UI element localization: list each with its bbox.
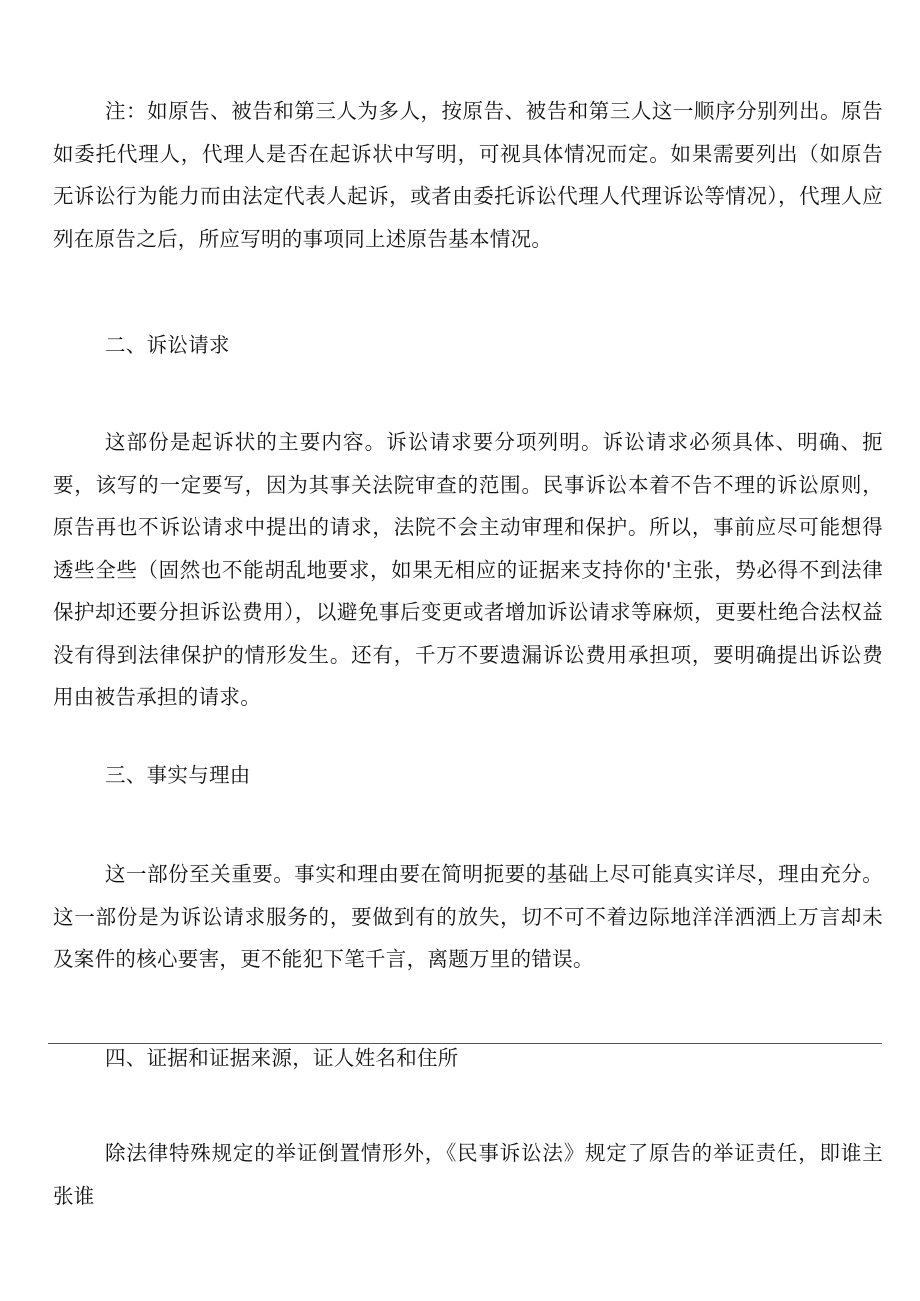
note-paragraph: 注：如原告、被告和第三人为多人，按原告、被告和第三人这一顺序分别列出。原告如委托代理人，代理人是否在起诉状中写明，可视具体情况而定。如果需要列出（如原告无诉讼行为能力而由法定代表人起诉，或者由委托诉讼代理人代理诉讼等情况），代理人应列在原告之后，所应写明的事项同上述原告基本情况。 xyxy=(53,99,883,251)
section-heading-facts-and-reasons: 三、事实与理由 xyxy=(105,763,251,787)
litigation-claims-paragraph: 这部份是起诉状的主要内容。诉讼请求要分项列明。诉讼请求必须具体、明确、扼要，该写的一定要写，因为其事关法院审查的范围。民事诉讼本着不告不理的诉讼原则，原告再也不诉讼请求中提出的请求，法院不会主动审理和保护。所以，事前应尽可能想得透些全些（固然也不能胡乱地要求，如果无相应的证据来支持你的'主张，势必得不到法律保护却还要分担诉讼费用），以避免事后变更或者增加诉讼请求等麻烦，更要杜绝合法权益没有得到法律保护的情形发生。还有，千万不要遗漏诉讼费用承担项，要明确提出诉讼费用由被告承担的请求。 xyxy=(53,430,883,709)
facts-and-reasons-paragraph: 这一部份至关重要。事实和理由要在简明扼要的基础上尽可能真实详尽，理由充分。这一部份是为诉讼请求服务的，要做到有的放失，切不可不着边际地洋洋洒洒上万言却未及案件的核心要害，更不能犯下笔千言，离题万里的错误。 xyxy=(53,862,883,971)
evidence-paragraph: 除法律特殊规定的举证倒置情形外，《民事诉讼法》规定了原告的举证责任，即谁主张谁 xyxy=(53,1141,883,1208)
section-heading-litigation-claims: 二、诉讼请求 xyxy=(105,333,230,357)
section-heading-evidence: 四、证据和证据来源，证人姓名和住所 xyxy=(105,1046,459,1070)
